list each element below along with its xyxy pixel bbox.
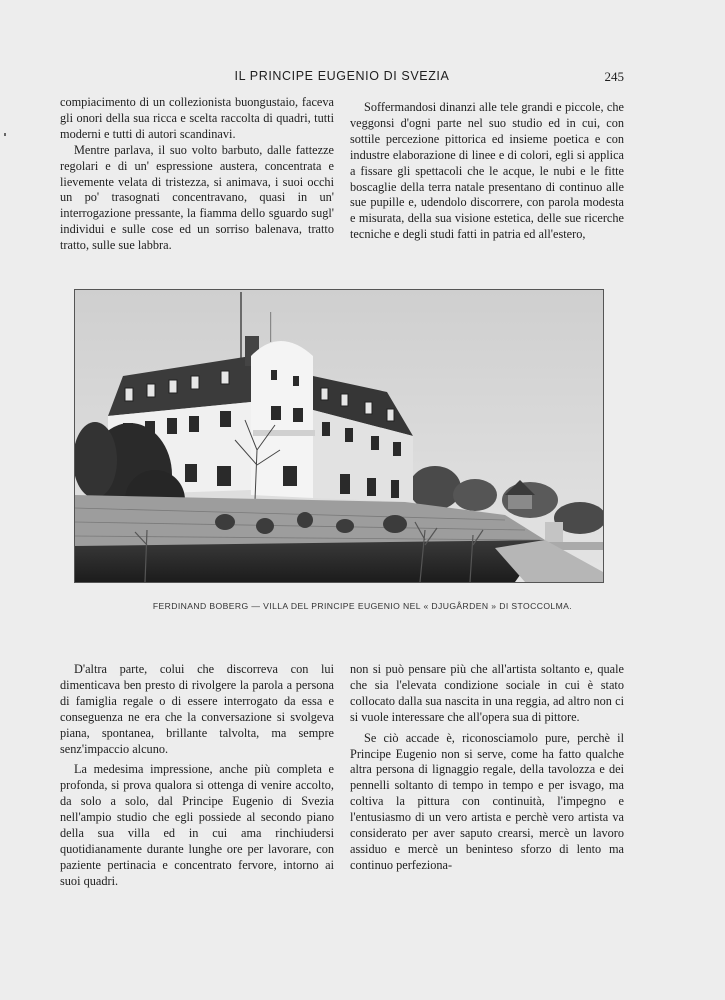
- text-column-bottom-left: [60, 662, 334, 890]
- villa-photograph: [74, 289, 604, 583]
- paragraph: Se ciò accade è, riconosciamolo pure, perchè il Principe Eugenio non si serve, come ha fatto qualche altra persona di lignaggio regale, della tavolozza e dei pennelli soltanto di tempo in tempo e per isvago, ma coltiva la pittura con continuità, l'impegno e l'entusiasmo di un vero artista e perchè vero artista va considerato per aver saputo crearsi, mercè un lavoro assiduo e mercè un beninteso sforzo di lento ma continuo perfeziona-: [350, 730, 624, 872]
- page-number: 245: [604, 69, 624, 84]
- paragraph: D'altra parte, colui che discorreva con lui dimenticava ben presto di rivolgere la parola a persona di famiglia regale o di essere interrogato da essa e conseguenza ne era che la conversazione si svolgeva piana, spontanea, brillante talvolta, ma sempre senz'impaccio alcuno.: [60, 662, 334, 756]
- text-column-top-right: [350, 100, 624, 243]
- paragraph: La medesima impressione, anche più completa e profonda, si prova qualora si ottenga di venire accolto, da solo a solo, dal Principe Eugenio di Svezia nell'ampio studio che egli possiede al secondo piano della sua villa ed in cui ama rinchiudersi quotidianamente durante lunghe ore per lavorare, con paziente pertinacia e concentrato fervore, intorno ai suoi quadri.: [60, 762, 334, 888]
- text-column-top-left: [60, 95, 334, 254]
- paragraph: Mentre parlava, il suo volto barbuto, dalle fattezze regolari e di un' espressione austera, concentrata e lievemente velata di tristezza, si animava, i suoi occhi un po' trasognati concentravano, quasi in un' interrogazione pressante, la fiamma dello sguardo sugl' individui e sulle cose ed un sorriso balenava, tratto tratto, sulle sue labbra.: [60, 142, 334, 253]
- text-column-bottom-right: [350, 662, 624, 874]
- paragraph: Soffermandosi dinanzi alle tele grandi e piccole, che veggonsi d'ogni parte nel suo studio ed in cui, con sottile percezione pittorica ed insieme poetica e con industre elaborazione di linee e di colori, egli si applica a fissare gli spettacoli che le acque, le nubi e le fitte boscaglie della terra natale presentano di continuo alle sue pupille e, udendolo discorrere, con parola modesta e misurata, della sua visione estetica, delle sue ricerche tecniche e degli studi fatti in patria ed all'estero,: [350, 100, 624, 242]
- paragraph: compiacimento di un collezionista buongustaio, faceva gli onori della sua ricca e scelta raccolta di quadri, tutti moderni e tutti di autori scandinavi.: [60, 95, 334, 141]
- running-head: [60, 69, 624, 85]
- running-title: IL PRINCIPE EUGENIO DI SVEZIA: [234, 69, 450, 83]
- paragraph: non si può pensare più che all'artista soltanto e, quale che sia l'elevata condizione sociale in cui è stato collocato dalla sua nascita in una reggia, ad altro non ci si vuole interessare che all'opera sua di pittore.: [350, 662, 624, 724]
- figure-caption: FERDINAND BOBERG — VILLA DEL PRINCIPE EUGENIO NEL « DJUGÅRDEN » DI STOCCOLMA.: [152, 601, 573, 611]
- margin-mark: [4, 133, 6, 136]
